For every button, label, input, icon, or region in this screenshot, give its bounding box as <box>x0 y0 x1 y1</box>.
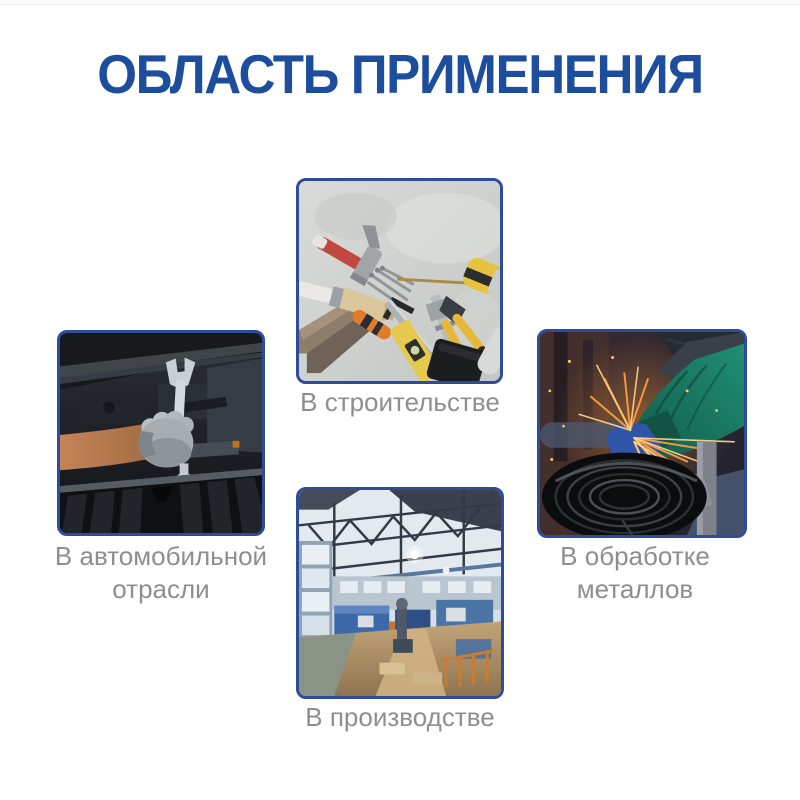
car-engine-repair-photo <box>60 333 262 533</box>
application-caption-metalworking: В обработке металлов <box>560 541 710 604</box>
top-divider <box>0 0 800 5</box>
page-title: ОБЛАСТЬ ПРИМЕНЕНИЯ <box>97 43 703 105</box>
application-caption-automotive: В автомобильной отрасли <box>54 541 268 604</box>
application-card-construction <box>296 178 503 384</box>
construction-tools-photo <box>299 181 500 381</box>
factory-interior-photo <box>299 490 501 696</box>
application-card-automotive <box>57 330 265 536</box>
application-caption-manufacturing: В производстве <box>305 702 495 732</box>
application-card-manufacturing <box>296 487 504 699</box>
application-caption-construction: В строительстве <box>300 387 500 417</box>
metal-grinding-sparks-photo <box>540 332 744 535</box>
application-card-metalworking <box>537 329 747 538</box>
